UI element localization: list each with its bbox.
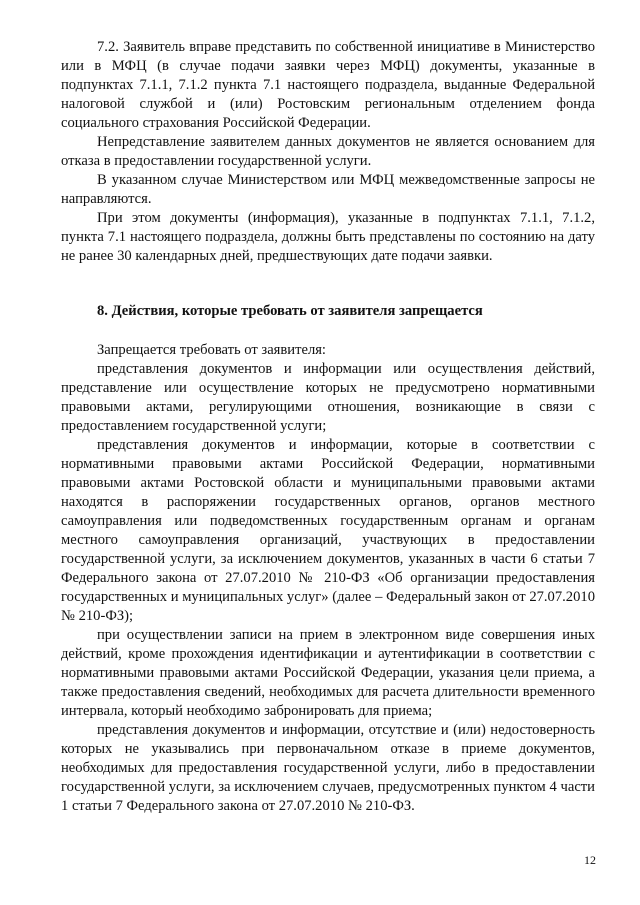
- paragraph-prohibited-intro: Запрещается требовать от заявителя:: [97, 342, 326, 358]
- paragraph-non-submission: Непредставление заявителем данных документов не является основанием для отказа в предоставлении государственной услуги.: [61, 134, 595, 169]
- paragraph-7-2: 7.2. Заявитель вправе представить по собственной инициативе в Министерство или в МФЦ (в случае подачи заявки через МФЦ) документы, указанные в подпунктах 7.1.1, 7.1.2 пункта 7.1 настоящего подраздела, выданные Федеральной налоговой службой и (или) Ростовским региональным отделением фонда социального страхования Российской Федерации.: [61, 39, 595, 131]
- page-number: 12: [584, 853, 596, 867]
- paragraph-no-requests: В указанном случае Министерством или МФЦ межведомственные запросы не направляются.: [61, 172, 595, 207]
- paragraph-document-date: При этом документы (информация), указанные в подпунктах 7.1.1, 7.1.2, пункта 7.1 настоящего подраздела, должны быть представлены по состоянию на дату не ранее 30 календарных дней, предшествующих дате подачи заявки.: [61, 210, 595, 264]
- paragraph-item-3: при осуществлении записи на прием в электронном виде совершения иных действий, кроме прохождения идентификации и аутентификации в соответствии с нормативными правовыми актами Российской Федерации, указания цели приема, а также предоставления сведений, необходимых для расчета длительности временного интервала, который необходимо забронировать для приема;: [61, 627, 595, 719]
- paragraph-item-1: представления документов и информации или осуществления действий, представление или осуществление которых не предусмотрено нормативными правовыми актами, регулирующими отношения, возникающие в связи с предоставлением государственной услуги;: [61, 361, 595, 434]
- section-heading: 8. Действия, которые требовать от заявителя запрещается: [97, 303, 483, 319]
- paragraph-item-4: представления документов и информации, отсутствие и (или) недостоверность которых не указывались при первоначальном отказе в приеме документов, необходимых для предоставления государственной услуги, либо в предоставлении государственной услуги, за исключением случаев, предусмотренных пунктом 4 части 1 статьи 7 Федерального закона от 27.07.2010 № 210-ФЗ.: [61, 722, 595, 814]
- paragraph-item-2: представления документов и информации, которые в соответствии с нормативными правовыми актами Российской Федерации, нормативными правовыми актами Ростовской области и муниципальными правовыми актами находятся в распоряжении государственных органов, органов местного самоуправления или подведомственных государственным органам и органам местного самоуправления организаций, участвующих в предоставлении государственной услуги, за исключением документов, указанных в части 6 статьи 7 Федерального закона от 27.07.2010 № 210-ФЗ «Об организации предоставления государственных и муниципальных услуг» (далее – Федеральный закон от 27.07.2010 № 210-ФЗ);: [61, 437, 595, 624]
- document-body: [61, 38, 595, 816]
